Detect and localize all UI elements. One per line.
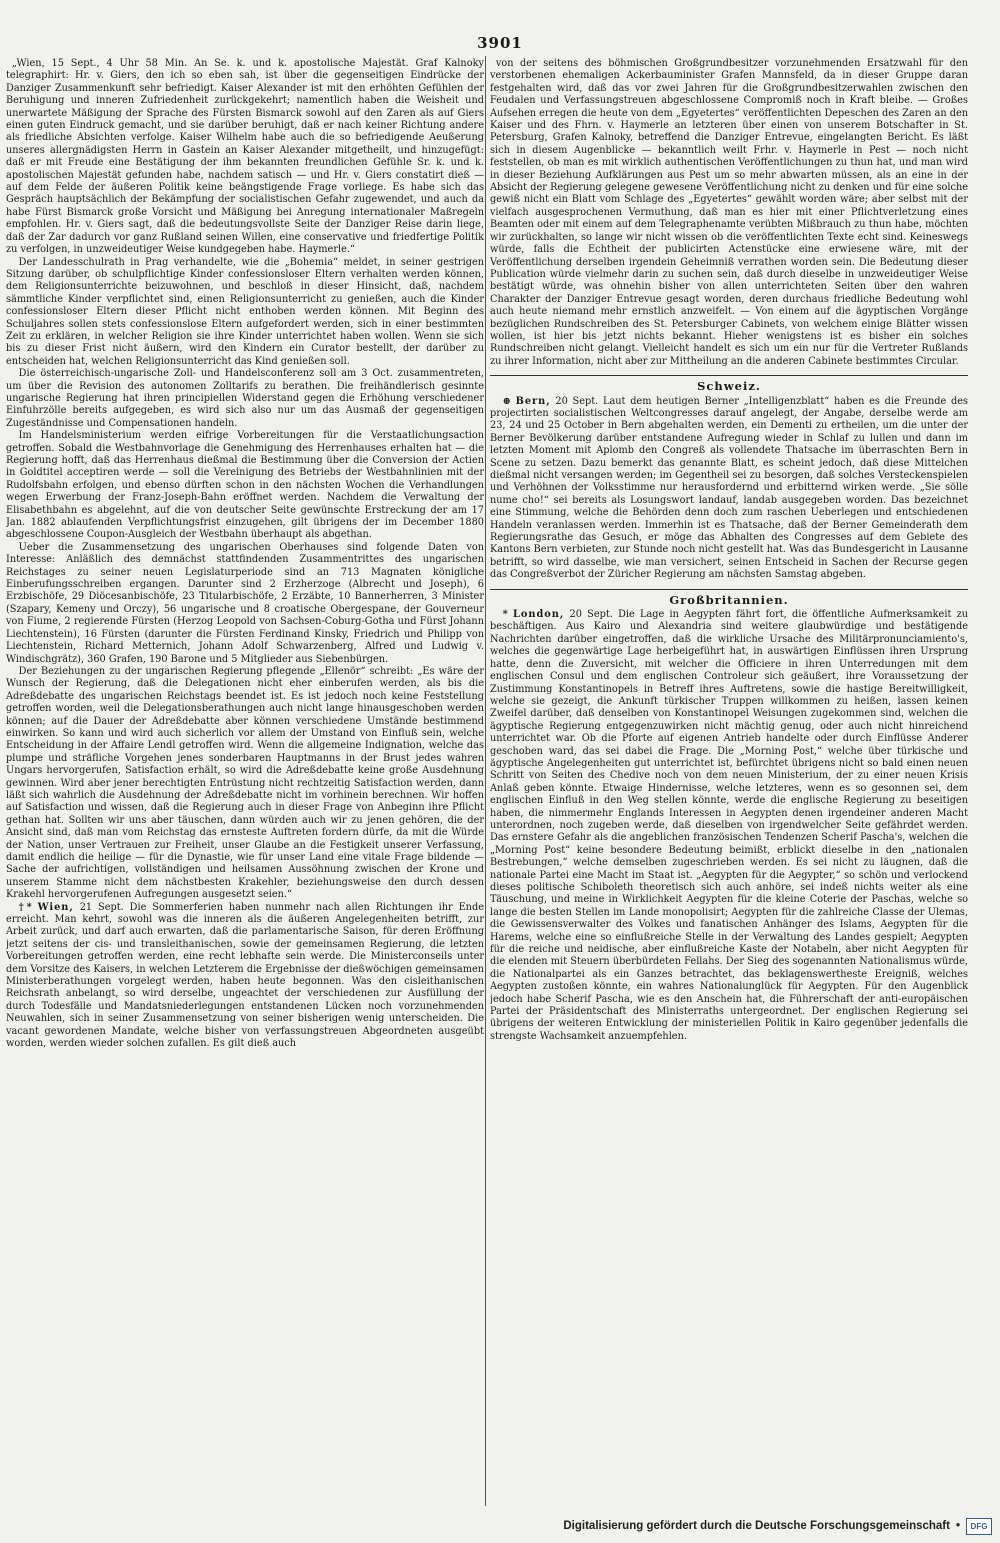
correspondent-marker: †*: [18, 901, 32, 913]
column-divider: [485, 56, 486, 1506]
article-railway-nationalization: Im Handelsministerium werden eifrige Vorbereitungen für die Verstaatlichungsaction getroffen. Sobald die Westbahnvorlage die Genehmigung des Herrenhauses erhalten hat — die Regierung hofft, daß das Herrenhaus dießmal die Bestimmung über die Conversion der Actien in Goldtitel acceptiren werde — soll die Vereinigung des Betriebs der Westbahnlinien mit der Rudolfsbahn erfolgen, und ebenso dürften schon in den nächsten Wochen die Verhandlungen wegen Erwerbung der Franz-Joseph-Bahn eröffnet werden. Nachdem die Verwaltung der Elisabethbahn es abgelehnt, auf die von deutscher Seite gewünschte Erstreckung der am 17 Jan. 1882 ablaufenden Verpflichtungsfrist einzugehen, gilt übrigens der im December 1880 abgeschlossene Coupon-Ausgleich der Westbahn überhaupt als abgethan.: [6, 430, 484, 541]
article-body: 21 Sept. Die Sommerferien haben nunmehr nach allen Richtungen ihr Ende erreicht. Man kehrt, sowohl was die inneren als die äußeren Angelegenheiten betrifft, zur Arbeit zurück, und darf auch erwarten, daß die parlamentarische Saison, für deren Eröffnung jetzt seitens der cis- und transleithanischen, sowie der gemeinsamen Regierung, die letzten Vorbereitungen getroffen werden, eine recht lebhafte sein werde. Die Ministerconseils unter dem Vorsitze des Kaisers, in welchen Letzterem die Ergebnisse der dießwöchigen gemeinsamen Ministerberathungen vorgelegt werden, haben heute begonnen. Was den cisleithanischen Reichsrath anbelangt, so wird derselbe, ungeachtet der verschiedenen zur Ausfüllung der durch Todesfälle und Mandatsniederlegungen entstandenen Lücken noch vorzunehmenden Neuwahlen, sich in seiner Zusammensetzung von seiner bisherigen wenig unterscheiden. Die vacant gewordenen Mandate, welche bisher von verfassungstreuen Abgeordneten ausgeübt worden, werden wieder solchen zufallen. Es gilt dieß auch: [6, 901, 484, 1050]
article-hungarian-upper-house: Ueber die Zusammensetzung des ungarischen Oberhauses sind folgende Daten von Interesse: Anläßlich des demnächst stattfindenden Zusammentrittes des ungarischen Reichstages zu seiner neuen Legislaturperiode sind an 713 Magnaten königliche Einberufungsschreiben ergangen. Darunter sind 2 Erzherzoge (Albrecht und Joseph), 6 Erzbischöfe, 29 Diöcesanbischöfe, 23 Titularbischöfe, 2 Erzäbte, 10 Bannerherren, 3 Minister (Szapary, Kemeny und Orczy), 56 ungarische und 8 croatische Obergespane, der Gouverneur von Fiume, 2 regierende Fürsten (Herzog Leopold von Sachsen-Coburg-Gotha und Fürst Johann Liechtenstein), 16 Fürsten (darunter die Fürsten Ferdinand Kinsky, Friedrich und Philipp von Liechtenstein, Richard Metternich, Johann Adolf Schwarzenberg, Alfred und Ludwig v. Windischgrätz), 360 Grafen, 190 Barone und 5 Mitglieder aus Siebenbürgen.: [6, 541, 484, 665]
dateline-london: London,: [513, 609, 565, 621]
page-number: 3901: [477, 34, 523, 52]
dateline-bern: Bern,: [515, 395, 551, 407]
right-column: [490, 58, 968, 1506]
correspondent-marker: *: [502, 609, 508, 621]
article-body: 20 Sept. Laut dem heutigen Berner „Intelligenzblatt“ haben es die Freunde des projectirten socialistischen Weltcongresses darauf angelegt, der Angabe, derselbe werde am 23, 24 und 25 October in Bern abgehalten werden, ein Dementi zu ertheilen, um die unter der Berner Bevölkerung darüber entstandene Aufregung wieder in Schlaf zu lullen und dann im letzten Moment mit Aplomb den Congreß als vollendete Thatsache im überraschten Bern in Scene zu setzen. Dazu bemerkt das genannte Blatt, es scheint jedoch, daß diese Mittelchen dießmal nicht versangen werden; im Gegentheil sei zu besorgen, daß solches Versteckenspielen und Verhöhnen der Volksstimme nur herausfordernd und erbitternd wirken werde. „Sie sölle nume cho!“ sei bereits als Losungswort landauf, landab ausgegeben worden. Das bezeichnet eine Stimmung, welche die Behörden denn doch zum raschen Ueberlegen und entschiedenen Handeln veranlassen werden. Immerhin ist es Thatsache, daß der Berner Gemeinderath dem Regierungsrathe das Gesuch, er möge das Abhalten des Congresses auf dem Gebiete des Kantons Bern verbieten, zur Stunde noch nicht gestellt hat. Was das Bundesgericht in Lausanne betrifft, so wird dasselbe, wie man versichert, seinen Entscheid in Sachen der Recurse gegen das Congreßverbot der Züricher Regierung am nächsten Samstag abgeben.: [490, 395, 968, 581]
dfg-logo-icon: DFG: [966, 1518, 992, 1535]
article-danzig-telegram: „Wien, 15 Sept., 4 Uhr 58 Min. An Se. k. und k. apostolische Majestät. Graf Kalnoky telegraphirt: Hr. v. Giers, den ich so eben sah, ist über die gegenseitigen Eindrücke der Danziger Zusammenkunft sehr befriedigt. Kaiser Alexander ist mit den erhöhten Gefühlen der Beruhigung und inneren Zufriedenheit zurückgekehrt; namentlich haben die Weisheit und unerwartete Mäßigung der Sprache des Fürsten Bismarck sowohl auf den Zaren als auf Giers einen guten Eindruck gemacht, und sie darüber beruhigt, daß er nach keiner Richtung andere als friedliche Absichten verfolge. Kaiser Wilhelm habe auch die so befriedigende Aeußerung unseres allergnädigsten Herrn in Gastein an Kaiser Alexander mitgetheilt, und hinzugefügt: daß er mit Freude eine Bestätigung der ihm bekannten freundlichen Gefühle Sr. k. und k. apostolischen Majestät gefunden habe, nachdem satisch — und Hr. v. Giers constatirt dieß — auf dem Felde der äußeren Politik keine beängstigende Frage vorliege. Es habe sich das Gespräch hauptsächlich der Bekämpfung der socialistischen Gefahr zugewendet, und auch da habe Fürst Bismarck große Vorsicht und Mäßigung bei Anregung internationaler Maßregeln empfohlen. Hr. v. Giers sagt, daß die bedeutungsvollste Seite der Danziger Reise darin liege, daß der Zar dadurch vor ganz Rußland seinen Willen, eine conservative und friedfertige Politik zu verfolgen, in unzweideutiger Weise kundgegeben habe. Haymerle.“: [6, 58, 484, 256]
correspondent-marker: ⊕: [502, 395, 511, 407]
dateline-wien: Wien,: [37, 901, 74, 913]
footer-credit: [563, 1516, 992, 1536]
article-london: [490, 609, 968, 1043]
footer-separator: •: [955, 1520, 960, 1532]
article-body: 20 Sept. Die Lage in Aegypten fährt fort, die öffentliche Aufmerksamkeit zu beschäftigen. Aus Kairo und Alexandria sind weitere glaubwürdige und bestätigende Nachrichten darüber eingetroffen, daß die wirkliche Ursache des Militärpronunciamiento's, welches die gegenwärtige Lage herbeigeführt hat, in auswärtigen Einflüssen ihren Ursprung hatte, denn die Zuversicht, mit welcher die Officiere in ihren Unterredungen mit dem englischen Consul und dem englischen Controleur sich geäußert, ihre Voraussetzung der Zustimmung Konstantinopels in Betreff ihres Auftretens, sowie die hastige Bereitwilligkeit, welche sie gezeigt, die Ankunft türkischer Truppen willkommen zu heißen, lassen keinen Zweifel darüber, daß denselben von Konstantinopel Weisungen zugekommen sind, welchen die ägyptische Regierung entgegenzuwirken nicht mächtig genug, oder auch nicht hinreichend unterrichtet war. Ob die Pforte auf eigenen Antrieb handelte oder durch Einflüsse Anderer geschoben ward, das sei dabei die Frage. Die „Morning Post,“ welche über türkische und ägyptische Angelegenheiten gut unterrichtet ist, befürchtet übrigens nicht so bald einen neuen Schritt von Seiten des Chedive noch von dem neuen Ministerium, der zu einer neuen Krisis Anlaß geben könnte. Etwaige Hindernisse, welche letzteres, wenn es so gesonnen sei, dem englischen Einfluß in den Weg stellen könnte, werde die englische Regierung zu beseitigen haben, die nimmermehr Englands Interessen in Aegypten denen irgendeiner anderen Macht unterordnen, noch zugeben werde, daß dieselben von irgendwelcher Seite gefährdet werden. Das ernstere Gefahr als die angeblichen französischen Tendenzen Scherif Pascha's, welchen die „Morning Post“ keine besondere Bedeutung beimißt, erblickt dieselbe in den „nationalen Bestrebungen,“ welche demselben zugeschrieben werden. Es sei nicht zu läugnen, daß die nationale Partei eine Macht im Staat ist. „Aegypten für die Aegypter,“ so schön und verlockend dieses politische Schiboleth theoretisch sich auch anhöre, sei indeß nichts weiter als eine Täuschung, und meine in Wirklichkeit Aegypten für die kleine Coterie der Paschas, welche so lange die besten Stellen im Lande monopolisirt; Aegypten für die zahlreiche Classe der Ulemas, die Gewissensverwalter des Volkes und fanatischen Anhänger des Islams, Aegypten für die Harems, welche eine so einflußreiche Stelle in der Verwaltung des Landes gespielt; Aegypten für die reiche und neidische, aber einflußreiche Kaste der Notabeln, aber nicht Aegypten für die elenden mit Steuern überbürdeten Fellahs. Der Sieg des sogenannten Nationalismus würde, die Nationalpartei als ein Ganzes betrachtet, das beklagenswertheste Ereigniß, welches Aegypten zustoßen könnte, ein wahres Nationalunglück für Aegypten. Für den Augenblick jedoch habe Scherif Pascha, wie es den Anschein hat, die Führerschaft der anti-europäischen Partei der Präsidentschaft des Ministerraths untergeordnet. Der englischen Regierung sei übrigens der weiteren Entwicklung der ministeriellen Politik in Kairo gegenüber jedenfalls die strengste Wachsamkeit anzuempfehlen.: [490, 609, 968, 1042]
article-bern: [490, 396, 968, 582]
section-heading-schweiz: Schweiz.: [490, 375, 968, 392]
left-column: [6, 58, 484, 1506]
article-customs-conference: Die österreichisch-ungarische Zoll- und Handelsconferenz soll am 3 Oct. zusammentreten, um über die Revision des autonomen Zolltarifs zu berathen. Die freihändlerisch gesinnte ungarische Regierung hat ihren principiellen Widerstand gegen die Erhöhung verschiedener Einfuhrzölle bereits aufgegeben, es wird sich also nur um das Ausmaß der gegenseitigen Zugeständnisse und Compensationen handeln.: [6, 368, 484, 429]
article-prague-school-council: Der Landesschulrath in Prag verhandelte, wie die „Bohemia“ meldet, in seiner gestrigen Sitzung darüber, ob schulpflichtige Kinder confessionsloser Eltern verhalten werden können, dem Religionsunterrichte beizuwohnen, und beschloß in dieser Hinsicht, daß, nachdem sämmtliche Kinder verpflichtet sind, einen Religionsunterricht zu genießen, auch die Kinder confessionsloser Eltern dieser Pflicht nicht enthoben werden können. Mit Beginn des Schuljahres sollen stets confessionslose Eltern aufgefordert werden, sich in einer bestimmten Zeit zu erklären, in welcher Religion sie ihre Kinder unterrichtet haben wollen. Wenn sie sich bis zu dieser Frist nicht äußern, wird den Kindern ein Curator bestellt, der darüber zu entscheiden hat, welchen Religionsunterricht das Kind genießen soll.: [6, 256, 484, 367]
article-vienna-sept-21: [6, 902, 484, 1051]
section-heading-grossbritannien: Großbritannien.: [490, 589, 968, 606]
article-ellenor-quote: Der Beziehungen zu der ungarischen Regierung pflegende „Ellenör“ schreibt: „Es wäre der Wunsch der Regierung, daß die Delegationen nicht eher einberufen werden, als bis die Adreßdebatte des ungarischen Reichstags beendet ist. Es ist jedoch noch keine Feststellung getroffen worden, weil die Delegationsberathungen auch nicht lange hinausgeschoben werden können; auf die Dauer der Adreßdebatte aber können verschiedene Umstände bestimmend einwirken. So kann und wird auch sicherlich vor allem der Umstand von Einfluß sein, welche Entscheidung in der Affaire Lendl getroffen wird. Wenn die allgemeine Indignation, welche das plumpe und sträfliche Vorgehen jenes sonderbaren Hauptmanns in der Brust jedes wahren Ungars hervorgerufen, Satisfaction erhält, so wird die Adreßdebatte keine große Ausdehnung gewinnen. Wird aber jener berechtigten Entrüstung nicht rechtzeitig Satisfaction werden, dann läßt sich wahrlich die Ausdehnung der Adreßdebatte nicht im vorhinein berechnen. Wir hoffen auf Satisfaction und wissen, daß die Regierung auch in dieser Frage von Anbeginn ihre Pflicht gethan hat. Sollten wir uns aber täuschen, dann würden auch wir zu jenen gehören, die der Ansicht sind, daß man vom Reichstag das ernsteste Auftreten fordern dürfe, da mit die Würde der Nation, unser Vertrauen zur Freiheit, unser Glaube an die Festigkeit unserer Verfassung, damit endlich die heilige — für die Dynastie, wie für unser Land eine vitale Frage bildende — Sache der aufrichtigen, vollständigen und heilsamen Aussöhnung zwischen der Krone und unserem Stamme nicht dem nächstbesten Krakehler, beziehungsweise den durch dessen Krakehl hervorgerufenen Aufregungen ausgesetzt seien.“: [6, 665, 484, 901]
article-continuation-bohemia: von der seitens des böhmischen Großgrundbesitzer vorzunehmenden Ersatzwahl für den verstorbenen ehemaligen Ackerbauminister Grafen Mannsfeld, da in dieser Gruppe daran festgehalten wird, daß das vor zwei Jahren für die Großgrundbesitzerwahlen zwischen den Feudalen und Verfassungstreuen abgeschlossene Compromiß noch in Kraft bleibe. — Großes Aufsehen erregen die heute von dem „Egyetertes“ veröffentlichten Depeschen des Zaren an den Kaiser und des Fhrn. v. Haymerle an letzteren über einen von unserem Botschafter in St. Petersburg, Grafen Kalnoky, betreffend die Danziger Entrevue, eingelangten Bericht. Es läßt sich in diesem Augenblicke — bekanntlich weilt Frhr. v. Haymerle in Pest — noch nicht feststellen, ob man es mit wirklich authentischen Veröffentlichungen zu thun hat, und man wird in dieser Beziehung Aufklärungen aus Pest um so mehr abwarten müssen, als an eine in der Absicht der Regierung gelegene gewesene Veröffentlichung nicht zu denken und für eine solche gewiß nicht ein Blatt vom Schlage des „Egyetertes“ gewählt worden wäre; aber selbst mit der vielfach ausgesprochenen Vermuthung, daß man es hier mit einer Pflichtverletzung eines Beamten oder mit einem auf dem Telegraphenamte verübten Mißbrauch zu thun habe, möchten wir zurückhalten, so lange wir nicht wissen ob die veröffentlichten Texte echt sind. Keineswegs würde, falls die Echtheit der publicirten Actenstücke eine erwiesene wäre, mit der Veröffentlichung derselben irgendein Geheimniß verrathen worden sein. Die Bedeutung dieser Publication würde vielmehr darin zu suchen sein, daß durch dieselbe in unzweideutiger Weise bestätigt würde, was ohnehin bisher von allen unterrichteten Seiten über den wahren Charakter der Danziger Entrevue gesagt worden, deren durchaus friedliche Bedeutung wohl auch heute niemand mehr ernstlich anzweifelt. — Von einem auf die ägyptischen Vorgänge bezüglichen Rundschreiben des St. Petersburger Cabinets, von welchem einige Blätter wissen wollen, ist hier bis jetzt nichts bekannt. Hieher wenigstens ist es bisher ein solches Rundschreiben nicht gelangt. Vielleicht handelt es sich um ein nur für die Vertreter Rußlands zu ihrer Information, nicht aber zur Mittheilung an die anderen Cabinete bestimmtes Circular.: [490, 58, 968, 367]
footer-text: Digitalisierung gefördert durch die Deutsche Forschungsgemeinschaft: [563, 1520, 950, 1532]
